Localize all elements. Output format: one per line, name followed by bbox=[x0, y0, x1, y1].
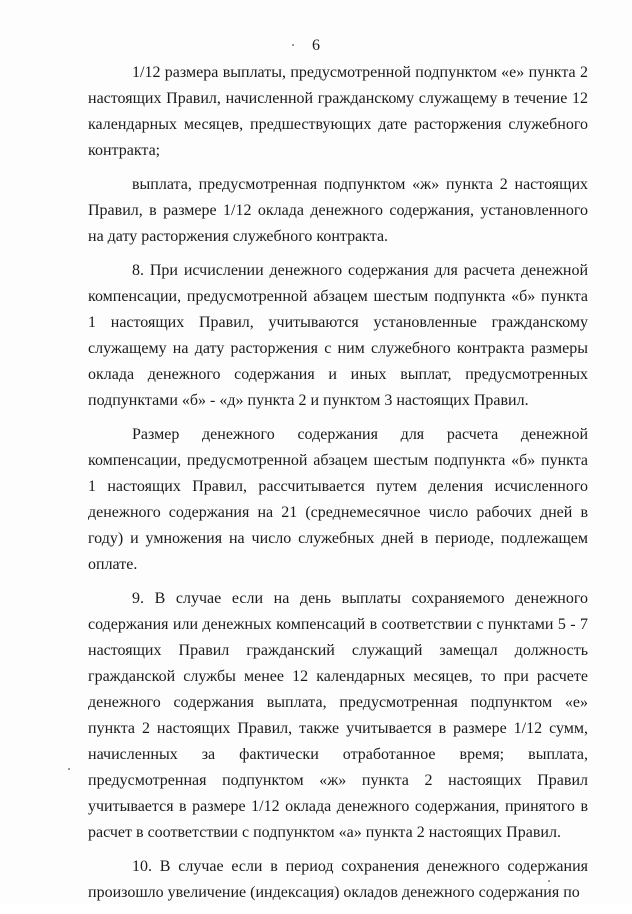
paragraph: 1/12 размера выплаты, предусмотренной подпунктом «е» пункта 2 настоящих Правил, начисленной гражданскому служащему в течение 12 календарных месяцев, предшествующих дате расторжения служебного контракта; bbox=[88, 64, 588, 159]
scan-speck bbox=[68, 768, 70, 770]
document-body bbox=[88, 60, 588, 914]
paragraph: выплата, предусмотренная подпунктом «ж» пункта 2 настоящих Правил, в размере 1/12 оклада денежного содержания, установленного на дату расторжения служебного контракта. bbox=[88, 176, 588, 245]
page-number: 6 bbox=[312, 37, 320, 54]
paragraph: 8. При исчислении денежного содержания для расчета денежной компенсации, предусмотренной абзацем шестым подпункта «б» пункта 1 настоящих Правил, учитываются установленные гражданскому служащему на дату расторжения с ним служебного контракта размеры оклада денежного содержания и иных выплат, предусмотренных подпунктами «б» - «д» пункта 2 и пунктом 3 настоящих Правил. bbox=[88, 262, 588, 409]
paragraph: 10. В случае если в период сохранения денежного содержания произошло увеличение (индексация) окладов денежного содержания по bbox=[88, 858, 588, 901]
paragraph: 9. В случае если на день выплаты сохраняемого денежного содержания или денежных компенсаций в соответствии с пунктами 5 - 7 настоящих Правил гражданский служащий замещал должность гражданской службы менее 12 календарных месяцев, то при расчете денежного содержания выплата, предусмотренная подпунктом «е» пункта 2 настоящих Правил, также учитывается в размере 1/12 сумм, начисленных за фактически отработанное время; выплата, предусмотренная подпунктом «ж» пункта 2 настоящих Правил учитывается в размере 1/12 оклада денежного содержания, принятого в расчет в соответствии с подпунктом «а» пункта 2 настоящих Правил. bbox=[88, 590, 588, 841]
paragraph: Размер денежного содержания для расчета денежной компенсации, предусмотренной абзацем шестым подпункта «б» пункта 1 настоящих Правил, рассчитывается путем деления исчисленного денежного содержания на 21 (среднемесячное число рабочих дней в году) и умножения на число служебных дней в периоде, подлежащем оплате. bbox=[88, 426, 588, 573]
